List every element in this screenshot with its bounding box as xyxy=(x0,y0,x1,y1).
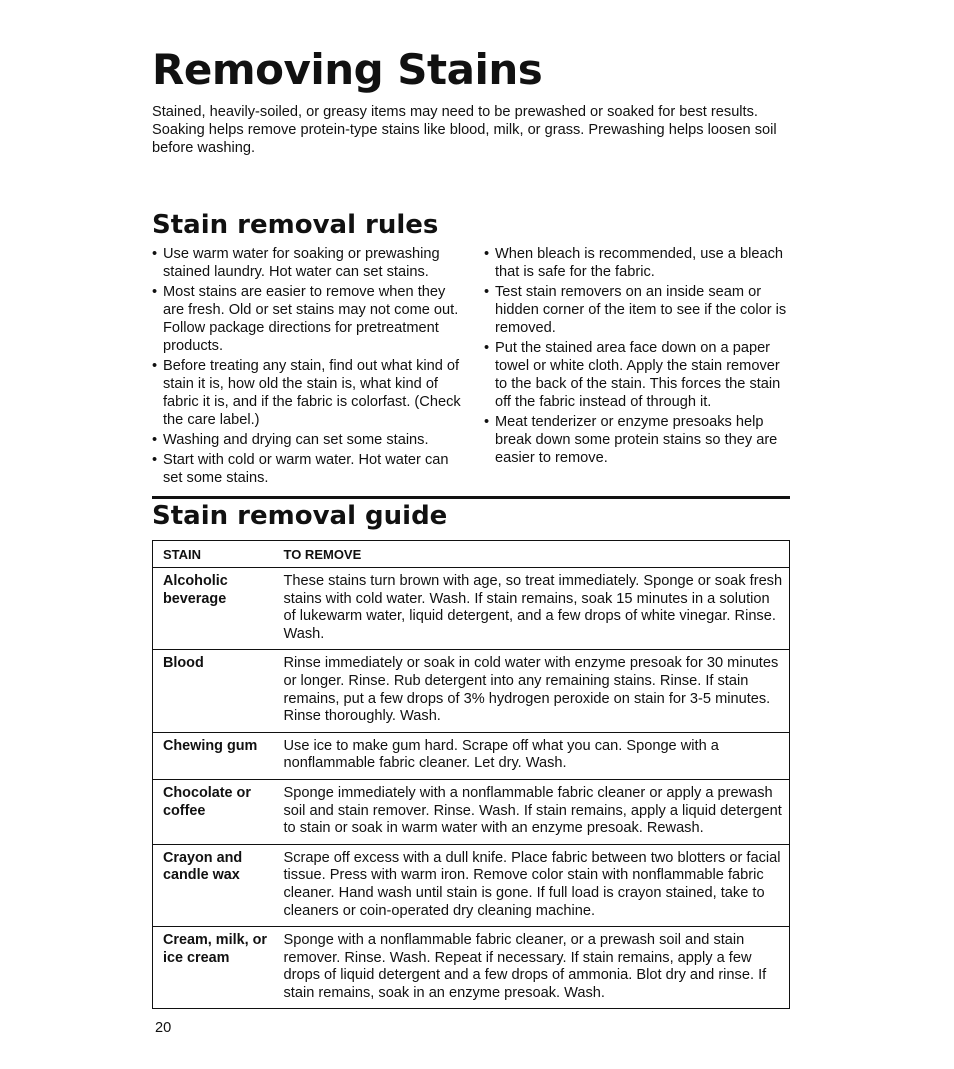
rule-item: • When bleach is recommended, use a bleach that is safe for the fabric. xyxy=(484,245,790,281)
stain-name: Chewing gum xyxy=(153,732,281,779)
rule-item: • Meat tenderizer or enzyme presoaks help break down some protein stains so they are easier to remove. xyxy=(484,413,790,467)
table-header-row xyxy=(153,541,790,568)
rule-item: • Test stain removers on an inside seam or hidden corner of the item to see if the color is removed. xyxy=(484,283,790,337)
rules-list-right xyxy=(484,245,790,469)
stain-column-header: STAIN xyxy=(153,541,281,568)
table-row xyxy=(153,927,790,1009)
rule-item: • Use warm water for soaking or prewashing stained laundry. Hot water can set stains. xyxy=(152,245,464,281)
table-row xyxy=(153,844,790,926)
table-row xyxy=(153,568,790,650)
stain-instructions: Scrape off excess with a dull knife. Place fabric between two blotters or facial tissue. Press with warm iron. Remove color stain with nonflammable fabric cleaner. Hand wash until stain is gone. If full load is crayon stained, take to cleaners or coin-operated dry cleaning machine. xyxy=(281,844,790,926)
rule-item: • Start with cold or warm water. Hot water can set some stains. xyxy=(152,451,464,487)
guide-section-title: Stain removal guide xyxy=(152,501,448,531)
stain-name: Alcoholic beverage xyxy=(153,568,281,650)
rules-section-title: Stain removal rules xyxy=(152,210,439,240)
remove-column-header: TO REMOVE xyxy=(281,541,790,568)
table-row xyxy=(153,732,790,779)
page-title: Removing Stains xyxy=(152,45,543,94)
stain-instructions: Sponge immediately with a nonflammable fabric cleaner or apply a prewash soil and stain remover. Rinse. Wash. If stain remains, apply a liquid detergent to stain or soak in warm water with an enzyme presoak. Rewash. xyxy=(281,779,790,844)
stain-instructions: Rinse immediately or soak in cold water with enzyme presoak for 30 minutes or longer. Rinse. Rub detergent into any remaining stains. Rinse. If stain remains, put a few drops of 3% hydrogen peroxide on stain for 3-5 minutes. Rinse thoroughly. Wash. xyxy=(281,650,790,732)
stain-name: Crayon and candle wax xyxy=(153,844,281,926)
stain-instructions: Sponge with a nonflammable fabric cleaner, or a prewash soil and stain remover. Rinse. Wash. Repeat if necessary. If stain remains, apply a few drops of liquid detergent and a few drops of ammonia. Blot dry and rinse. If stain remains, soak in an enzyme presoak. Wash. xyxy=(281,927,790,1009)
rule-item: • Put the stained area face down on a paper towel or white cloth. Apply the stain remover to the back of the stain. This forces the stain off the fabric instead of through it. xyxy=(484,339,790,411)
rule-item: • Most stains are easier to remove when they are fresh. Old or set stains may not come out. Follow package directions for pretreatment products. xyxy=(152,283,464,355)
section-divider xyxy=(152,496,790,499)
stain-instructions: These stains turn brown with age, so treat immediately. Sponge or soak fresh stains with cold water. Wash. If stain remains, soak 15 minutes in a solution of lukewarm water, liquid detergent, and a few drops of white vinegar. Rinse. Wash. xyxy=(281,568,790,650)
rule-item: • Washing and drying can set some stains. xyxy=(152,431,464,449)
stain-name: Chocolate or coffee xyxy=(153,779,281,844)
page-number: 20 xyxy=(155,1020,172,1036)
stain-name: Cream, milk, or ice cream xyxy=(153,927,281,1009)
stain-guide-table xyxy=(152,540,790,1009)
intro-paragraph: Stained, heavily-soiled, or greasy items may need to be prewashed or soaked for best results. Soaking helps remove protein-type stains like blood, milk, or grass. Prewashing helps loosen soil before washing. xyxy=(152,104,777,156)
table-row xyxy=(153,779,790,844)
rule-item: • Before treating any stain, find out what kind of stain it is, how old the stain is, what kind of fabric it is, and if the fabric is colorfast. (Check the care label.) xyxy=(152,357,464,429)
stain-instructions: Use ice to make gum hard. Scrape off what you can. Sponge with a nonflammable fabric cleaner. Let dry. Wash. xyxy=(281,732,790,779)
stain-name: Blood xyxy=(153,650,281,732)
rules-list-left xyxy=(152,245,464,489)
table-row xyxy=(153,650,790,732)
